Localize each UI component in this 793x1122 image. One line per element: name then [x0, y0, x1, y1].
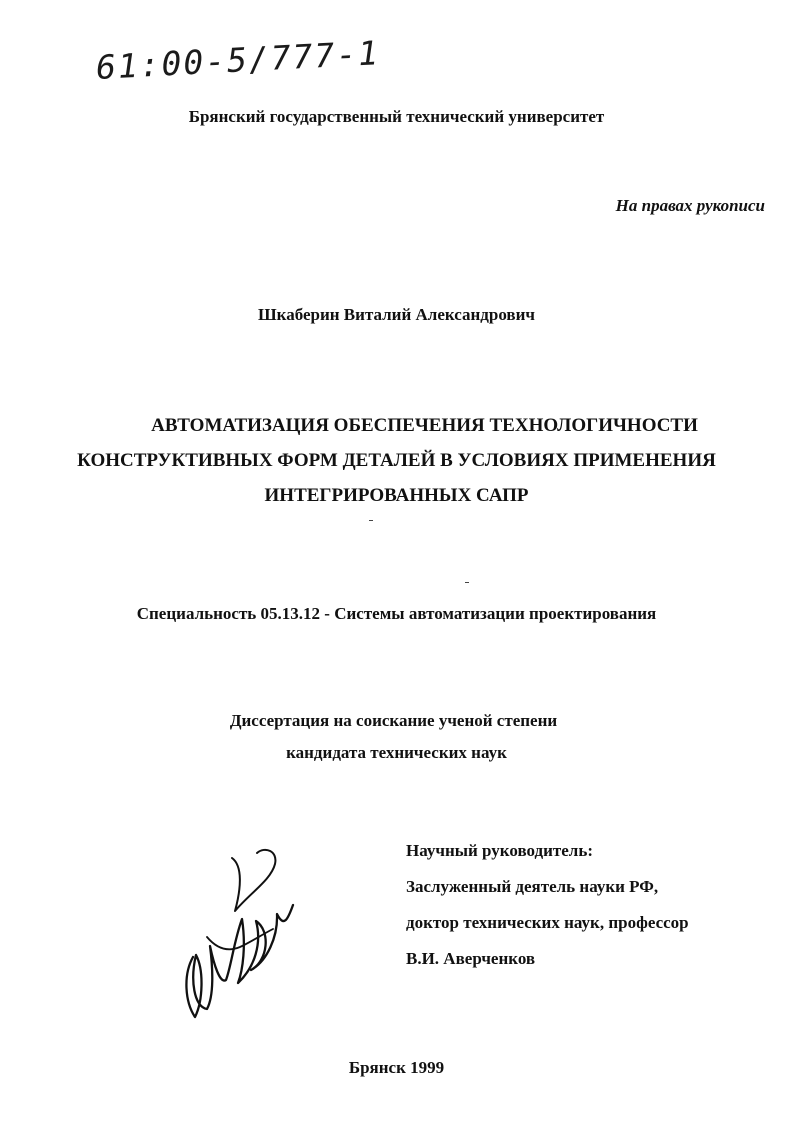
degree-line-1: Диссертация на соискание ученой степени: [229, 711, 558, 730]
specialty-line: Специальность 05.13.12 - Системы автоматизации проектирования: [136, 604, 657, 623]
scientific-advisor: [406, 833, 689, 977]
title-line-1: АВТОМАТИЗАЦИЯ ОБЕСПЕЧЕНИЯ ТЕХНОЛОГИЧНОСТИ: [151, 415, 698, 436]
title-line-3: ИНТЕГРИРОВАННЫХ САПР: [264, 485, 529, 506]
archive-handwritten-number: 61:00-5/777-1: [95, 33, 381, 87]
title-line-2: КОНСТРУКТИВНЫХ ФОРМ ДЕТАЛЕЙ В УСЛОВИЯХ ПРИМЕНЕНИЯ: [77, 450, 716, 471]
city-year: Брянск 1999: [348, 1058, 445, 1077]
manuscript-rights-note: На правах рукописи: [615, 196, 765, 215]
advisor-name: В.И. Аверченков: [406, 949, 536, 968]
scan-speck: [465, 582, 469, 583]
advisor-heading: Научный руководитель:: [406, 841, 593, 860]
author-name: Шкаберин Виталий Александрович: [257, 305, 535, 324]
advisor-degree: доктор технических наук, профессор: [406, 913, 689, 932]
scan-speck: [369, 520, 373, 521]
author-signature: [175, 825, 300, 1035]
university-name: Брянский государственный технический университет: [188, 107, 605, 126]
degree-statement: [0, 705, 793, 769]
degree-line-2: кандидата технических наук: [286, 743, 507, 762]
advisor-honorary-title: Заслуженный деятель науки РФ,: [406, 877, 659, 896]
dissertation-title: [0, 408, 793, 513]
